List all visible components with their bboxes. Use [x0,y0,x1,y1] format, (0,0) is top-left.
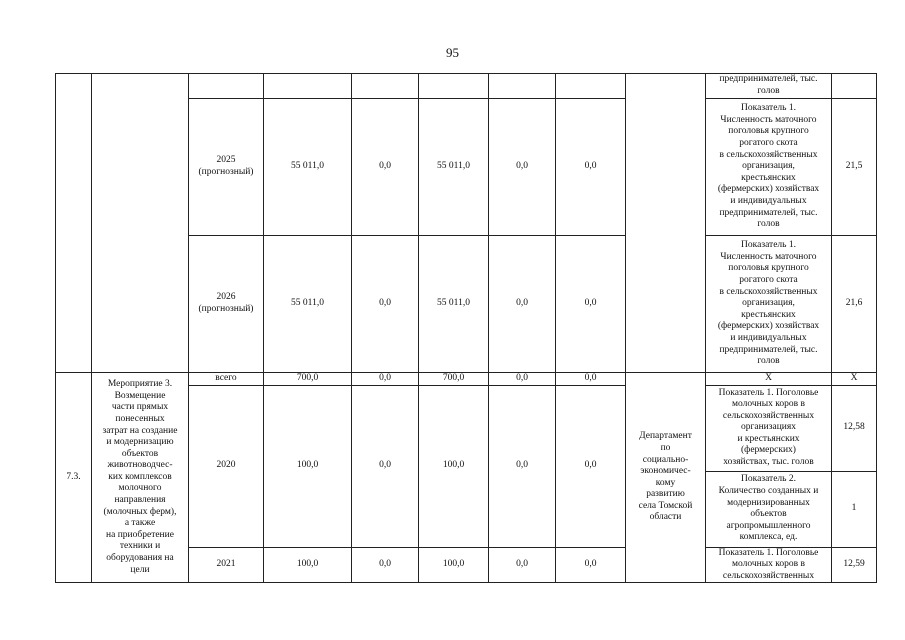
total-cell: 100,0 [264,385,352,547]
year-cell: 2025 (прогнозный) [189,99,264,236]
indicator-value-cell: 12,58 [832,385,877,471]
amount-cell: 0,0 [489,547,556,583]
total-cell: 100,0 [264,547,352,583]
amount-cell: 0,0 [489,236,556,373]
amount-cell: 55 011,0 [419,99,489,236]
executor-cell: Департамент по социально- экономичес- кому развитию села Томской области [626,373,706,583]
indicator-value-cell [832,74,877,99]
total-cell: 55 011,0 [264,236,352,373]
amount-cell: 0,0 [352,385,419,547]
measure-number-cell: 7.3. [56,373,92,583]
executor-cell [626,74,706,373]
indicator-cell: Показатель 2. Количество созданных и модернизированных объектов агропромышленного комплекса, ед. [706,471,832,547]
amount-cell: 100,0 [419,385,489,547]
amount-cell [352,74,419,99]
amount-cell: 0,0 [556,373,626,386]
page-number: 95 [446,45,459,60]
total-cell: 700,0 [264,373,352,386]
indicator-value-cell: 12,59 [832,547,877,583]
indicator-value-cell: 21,6 [832,236,877,373]
amount-cell: 0,0 [556,99,626,236]
amount-cell: 0,0 [489,99,556,236]
total-cell [264,74,352,99]
amount-cell: 0,0 [489,385,556,547]
measure-name-cell [92,74,189,373]
indicator-cell: Показатель 1. Численность маточного поголовья крупного рогатого скота в сельскохозяйственных организация, крестьянских (фермерских) хозяйствах и индивидуальных предпринимателей, тыс. голов [706,236,832,373]
indicator-cell: Показатель 1. Численность маточного поголовья крупного рогатого скота в сельскохозяйственных организация, крестьянских (фермерских) хозяйствах и индивидуальных предпринимателей, тыс. голов [706,99,832,236]
program-measures-table [55,73,877,583]
indicator-value-cell: X [832,373,877,386]
amount-cell: 0,0 [556,547,626,583]
year-cell: всего [189,373,264,386]
amount-cell: 0,0 [352,373,419,386]
amount-cell [556,74,626,99]
amount-cell: 100,0 [419,547,489,583]
amount-cell: 0,0 [352,236,419,373]
amount-cell [489,74,556,99]
amount-cell: 0,0 [489,373,556,386]
measure-name-cell: Мероприятие 3. Возмещение части прямых понесенных затрат на создание и модернизацию объектов животноводчес- ких комплексов молочного направления (молочных ферм), а также на приобретение техники и оборудования на цели [92,373,189,583]
indicator-cell: предпринимателей, тыс. голов [706,74,832,99]
amount-cell [419,74,489,99]
amount-cell: 700,0 [419,373,489,386]
year-cell: 2021 [189,547,264,583]
amount-cell: 0,0 [556,385,626,547]
year-cell: 2026 (прогнозный) [189,236,264,373]
amount-cell: 55 011,0 [419,236,489,373]
amount-cell: 0,0 [352,547,419,583]
amount-cell: 0,0 [352,99,419,236]
year-cell: 2020 [189,385,264,547]
table-row [56,74,877,99]
indicator-cell: Показатель 1. Поголовье молочных коров в сельскохозяйственных [706,547,832,583]
indicator-value-cell: 1 [832,471,877,547]
year-cell [189,74,264,99]
indicator-cell: Показатель 1. Поголовье молочных коров в сельскохозяйственных организациях и крестьянских (фермерских) хозяйствах, тыс. голов [706,385,832,471]
number-cell [56,74,92,373]
total-cell: 55 011,0 [264,99,352,236]
indicator-value-cell: 21,5 [832,99,877,236]
table-row [56,373,877,386]
amount-cell: 0,0 [556,236,626,373]
indicator-cell: X [706,373,832,386]
